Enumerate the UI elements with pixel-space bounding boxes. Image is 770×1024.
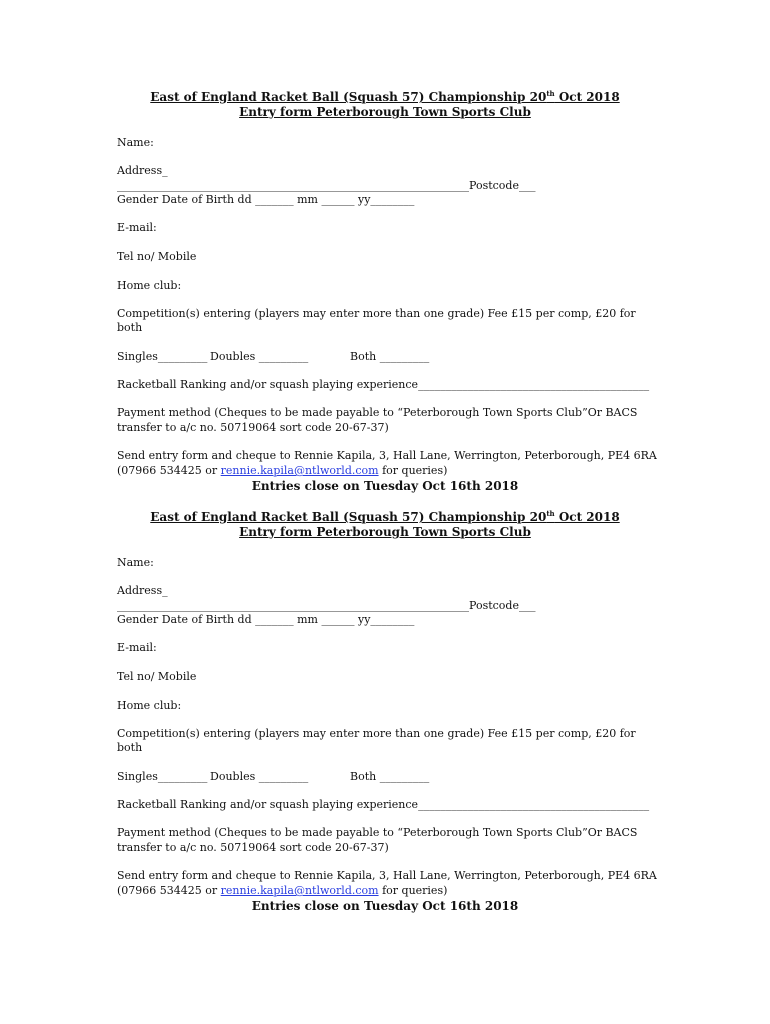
send-text-cont: (07966 534425 or rennie.kapila@ntlworld.com for queries) bbox=[117, 884, 448, 897]
entries-close-notice: Entries close on Tuesday Oct 16th 2018 bbox=[251, 479, 519, 493]
home-club-field-label: Home club: bbox=[117, 699, 182, 712]
competition-text: Competition(s) entering (players may enter more than one grade) Fee £15 per comp, £20 for bbox=[117, 307, 636, 320]
both-option: Both _________ bbox=[350, 770, 430, 783]
both-option: Both _________ bbox=[350, 350, 430, 363]
send-text-cont: (07966 534425 or rennie.kapila@ntlworld.com for queries) bbox=[117, 464, 448, 477]
address-field-label: Address_ bbox=[117, 164, 168, 177]
gender-dob-line: Gender Date of Birth dd _______ mm ______ yy________ bbox=[117, 193, 415, 206]
tel-field-label: Tel no/ Mobile bbox=[117, 250, 197, 263]
entries-close-notice: Entries close on Tuesday Oct 16th 2018 bbox=[251, 899, 519, 913]
ranking-line: Racketball Ranking and/or squash playing experience__________________________________________ bbox=[117, 798, 650, 811]
home-club-field-label: Home club: bbox=[117, 279, 182, 292]
competition-text-cont: both bbox=[117, 321, 143, 334]
payment-text-cont: transfer to a/c no. 50719064 sort code 20-67-37) bbox=[117, 841, 389, 854]
payment-text: Payment method (Cheques to be made payable to “Peterborough Town Sports Club”Or BACS bbox=[117, 826, 638, 839]
gender-dob-line: Gender Date of Birth dd _______ mm ______ yy________ bbox=[117, 613, 415, 626]
email-link[interactable]: rennie.kapila@ntlworld.com bbox=[220, 884, 379, 897]
competition-text-cont: both bbox=[117, 741, 143, 754]
doubles-option: Doubles _________ bbox=[210, 350, 309, 363]
name-field-label: Name: bbox=[117, 556, 154, 569]
ranking-line: Racketball Ranking and/or squash playing experience__________________________________________ bbox=[117, 378, 650, 391]
singles-option: Singles_________ bbox=[117, 350, 208, 363]
singles-option: Singles_________ bbox=[117, 770, 208, 783]
competition-text: Competition(s) entering (players may enter more than one grade) Fee £15 per comp, £20 for bbox=[117, 727, 636, 740]
address-field-label: Address_ bbox=[117, 584, 168, 597]
doubles-option: Doubles _________ bbox=[210, 770, 309, 783]
email-link[interactable]: rennie.kapila@ntlworld.com bbox=[220, 464, 379, 477]
address-postcode-line: ________________________________________________________________Postcode___ bbox=[117, 179, 536, 192]
form-title: East of England Racket Ball (Squash 57) Championship 20th Oct 2018 bbox=[150, 509, 620, 524]
email-field-label: E-mail: bbox=[117, 641, 157, 654]
form-subtitle: Entry form Peterborough Town Sports Club bbox=[239, 105, 531, 119]
tel-field-label: Tel no/ Mobile bbox=[117, 670, 197, 683]
email-field-label: E-mail: bbox=[117, 221, 157, 234]
form-subtitle: Entry form Peterborough Town Sports Club bbox=[239, 525, 531, 539]
send-text: Send entry form and cheque to Rennie Kapila, 3, Hall Lane, Werrington, Peterborough, PE4 6RA bbox=[117, 869, 657, 882]
payment-text-cont: transfer to a/c no. 50719064 sort code 20-67-37) bbox=[117, 421, 389, 434]
payment-text: Payment method (Cheques to be made payable to “Peterborough Town Sports Club”Or BACS bbox=[117, 406, 638, 419]
address-postcode-line: ________________________________________________________________Postcode___ bbox=[117, 599, 536, 612]
name-field-label: Name: bbox=[117, 136, 154, 149]
send-text: Send entry form and cheque to Rennie Kapila, 3, Hall Lane, Werrington, Peterborough, PE4 6RA bbox=[117, 449, 657, 462]
form-title: East of England Racket Ball (Squash 57) Championship 20th Oct 2018 bbox=[150, 89, 620, 104]
